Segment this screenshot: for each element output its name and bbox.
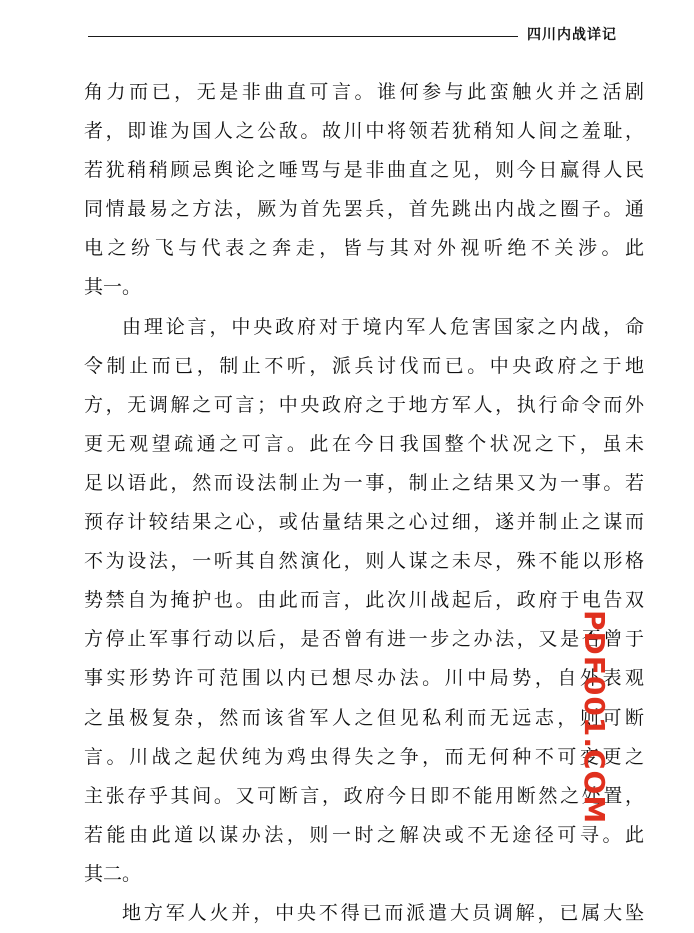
text-line: 若犹稍稍顾忌舆论之唾骂与是非曲直之见，则今日赢得人民 xyxy=(84,159,644,182)
text-line: 电之纷飞与代表之奔走，皆与其对外视听绝不关涉。此 xyxy=(84,237,644,260)
text-line: 方，无调解之可言；中央政府之于地方军人，执行命令而外 xyxy=(84,393,644,416)
watermark: PDF001.COM xyxy=(578,610,611,825)
text-line: 不为设法，一听其自然演化，则人谋之未尽，殊不能以形格 xyxy=(84,550,644,573)
body-text xyxy=(84,73,644,933)
text-line: 者，即谁为国人之公敌。故川中将领若犹稍知人间之羞耻， xyxy=(84,120,644,143)
running-header-title: 四川内战详记 xyxy=(527,27,617,43)
text-line: 其一。 xyxy=(84,276,142,299)
text-line: 事实形势许可范围以内已想尽办法。川中局势，自外表观 xyxy=(84,667,644,690)
text-line: 更无观望疏通之可言。此在今日我国整个状况之下，虽未 xyxy=(84,432,644,455)
text-line: 地方军人火并，中央不得已而派遣大员调解，已属大坠 xyxy=(122,901,644,924)
header-rule xyxy=(88,36,518,37)
text-line: 言。川战之起伏纯为鸡虫得失之争，而无何种不可变更之 xyxy=(84,745,644,768)
text-line: 预存计较结果之心，或估量结果之心过细，遂并制止之谋而 xyxy=(84,511,644,534)
text-line: 同情最易之方法，厥为首先罢兵，首先跳出内战之圈子。通 xyxy=(84,198,644,221)
text-line: 主张存乎其间。又可断言，政府今日即不能用断然之处置， xyxy=(84,784,644,807)
text-line: 之虽极复杂，然而该省军人之但见私利而无远志，则可断 xyxy=(84,706,644,729)
text-line: 若能由此道以谋办法，则一时之解决或不无途径可寻。此 xyxy=(84,823,644,846)
text-line: 足以语此，然而设法制止为一事，制止之结果又为一事。若 xyxy=(84,471,644,494)
text-line: 方停止军事行动以后，是否曾有进一步之办法，又是否曾于 xyxy=(84,628,644,651)
text-line: 其二。 xyxy=(84,862,142,885)
text-line: 角力而已，无是非曲直可言。谁何参与此蛮触火并之活剧 xyxy=(84,81,644,103)
text-line: 势禁自为掩护也。由此而言，此次川战起后，政府于电告双 xyxy=(84,589,644,612)
text-line: 令制止而已，制止不听，派兵讨伐而已。中央政府之于地 xyxy=(84,354,644,377)
text-line: 由理论言，中央政府对于境内军人危害国家之内战，命 xyxy=(122,315,644,338)
